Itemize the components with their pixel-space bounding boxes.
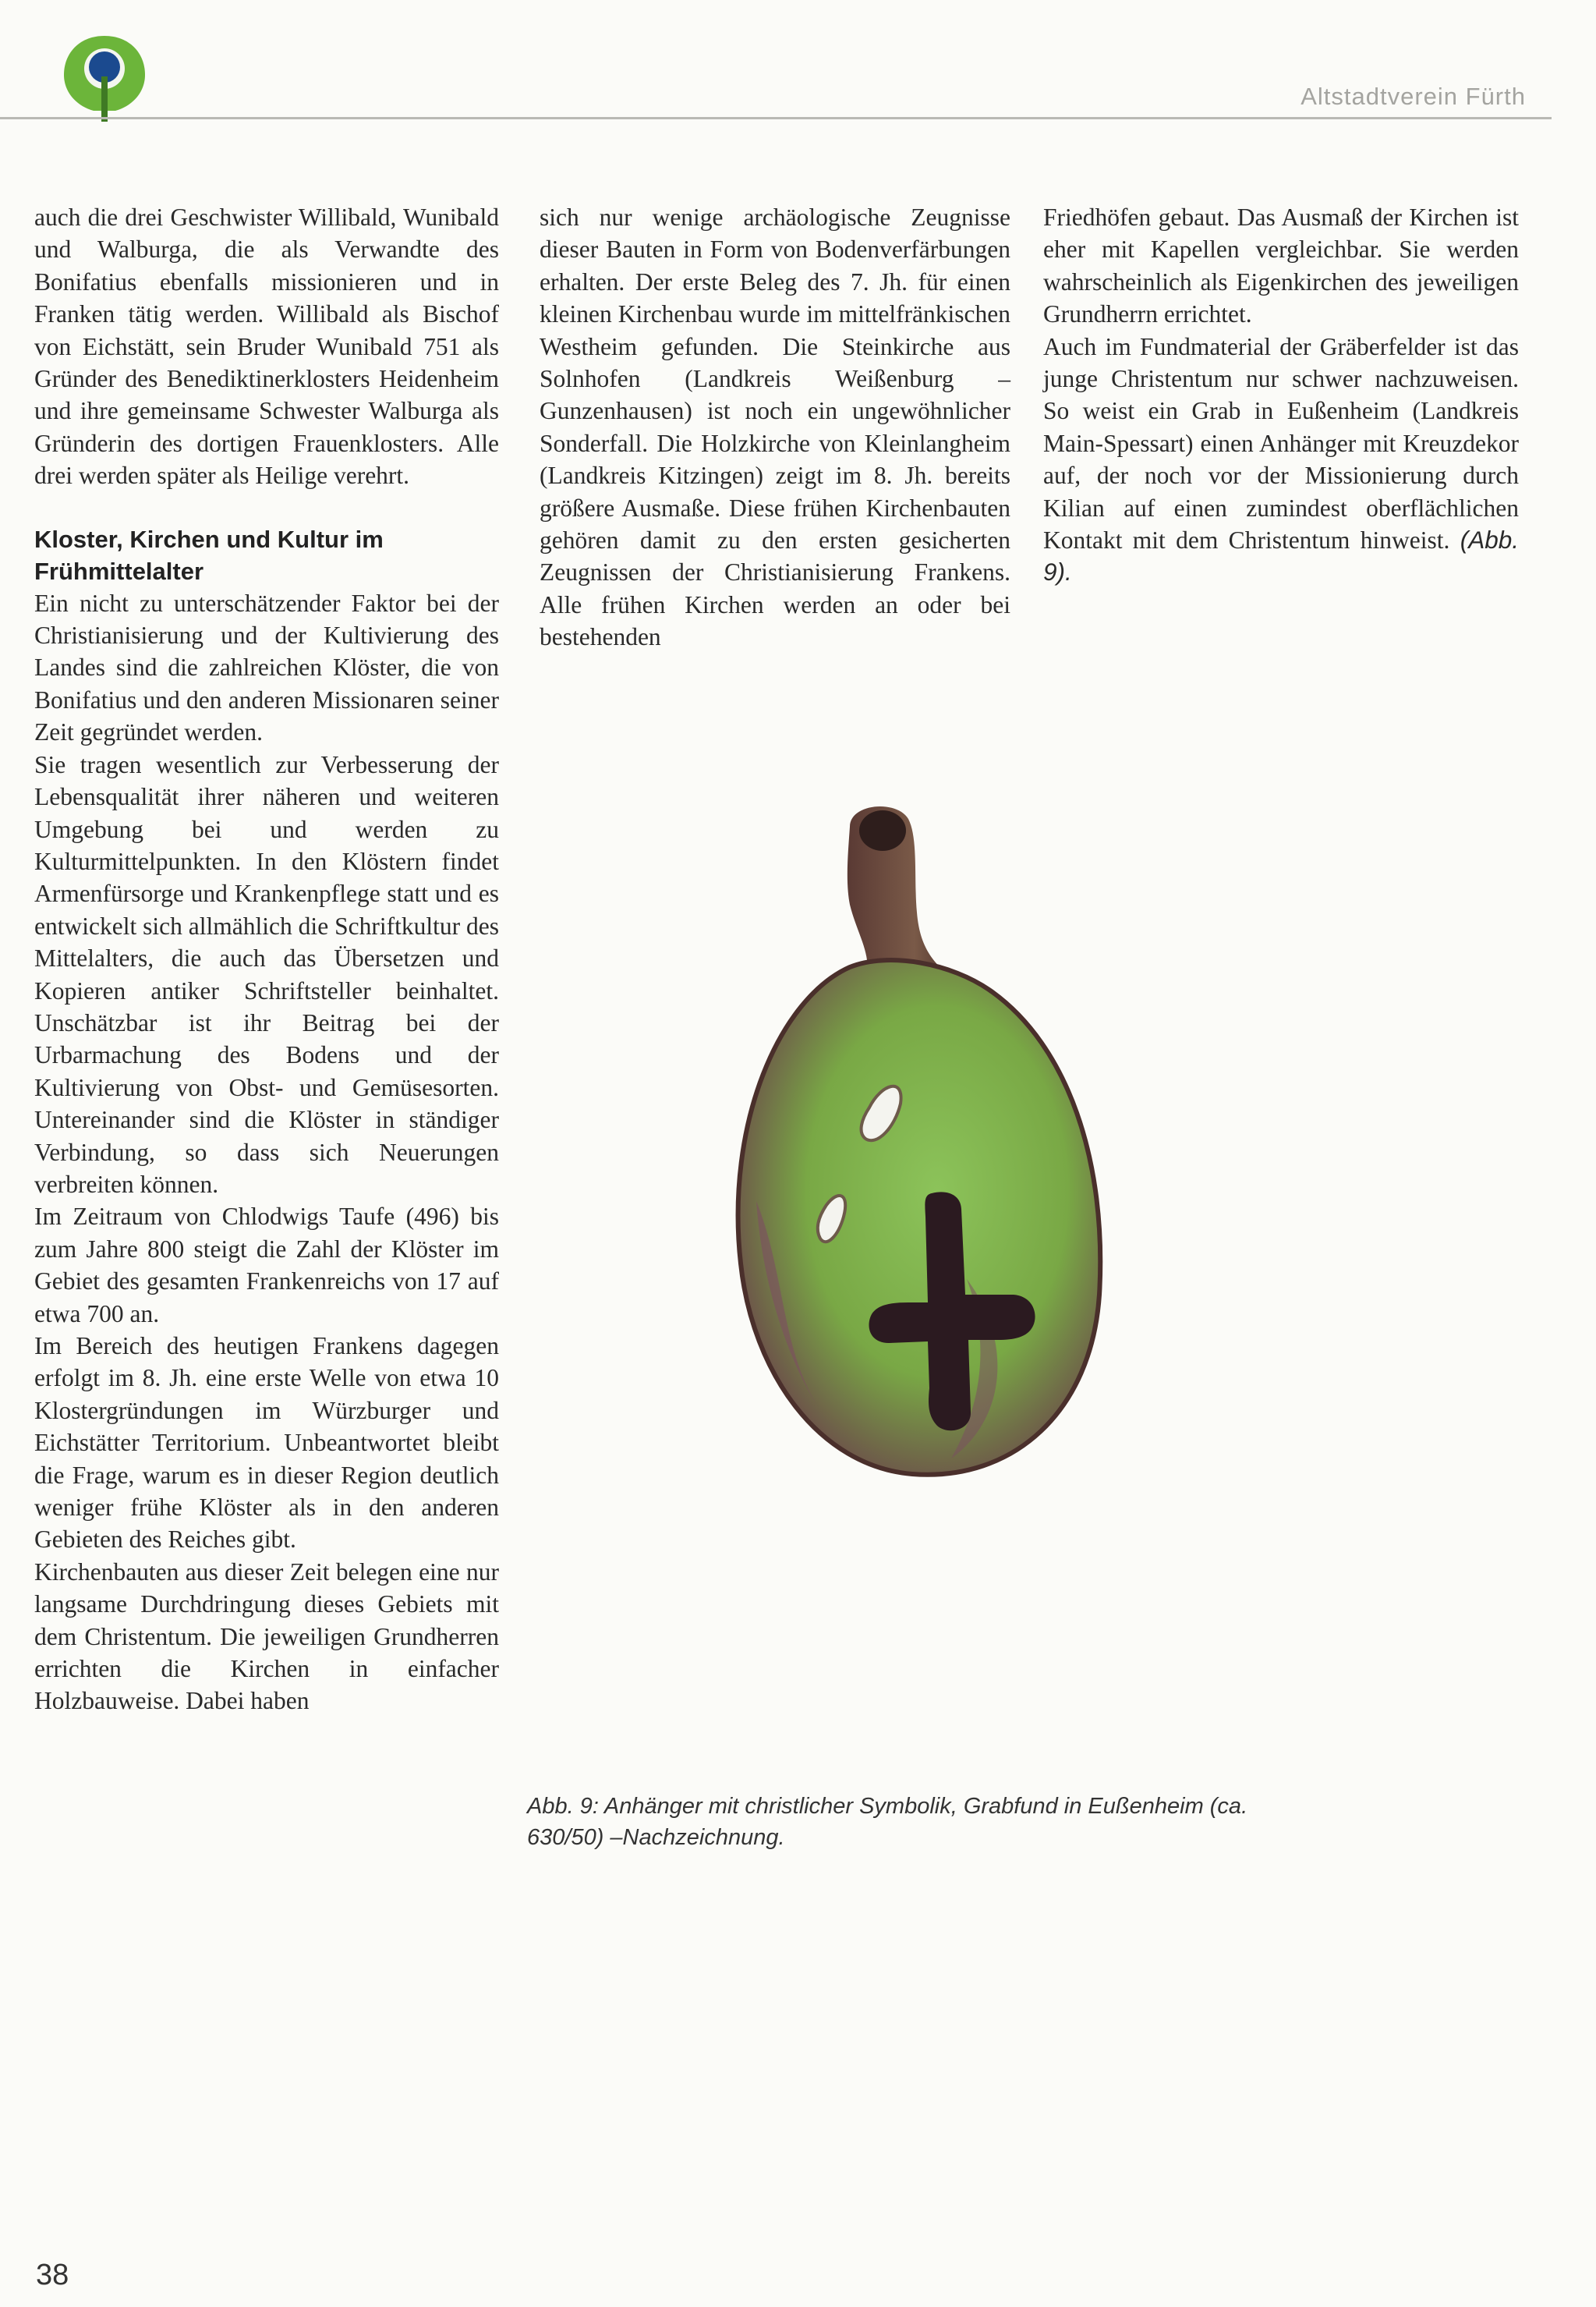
paragraph xyxy=(1043,331,1519,589)
pendant-cross-illustration xyxy=(733,796,1123,1497)
paragraph: Friedhöfen gebaut. Das Ausmaß der Kirchen ist eher mit Kapellen vergleichbar. Sie werden wahrscheinlich als Eigenkirchen des jeweiligen Grundherrn errichtet. xyxy=(1043,204,1519,328)
text-column-3 xyxy=(1043,201,1519,589)
paragraph: Sie tragen wesentlich zur Verbesserung der Lebensqualität ihrer näheren und weiteren Umgebung bei und werden zu Kulturmittelpunkten. In den Klöstern findet Armenfürsorge und Krankenpflege statt und es entwickelt sich allmählich die Schriftkultur des Mittelalters, die auch das Übersetzen und Kopieren antiker Schriftsteller beinhaltet. Unschätzbar ist ihr Beitrag bei der Urbarmachung des Bodens und der Kultivierung von Obst- und Gemüsesorten. Untereinander sind die Klöster in ständiger Verbindung, so dass sich Neuerungen verbreiten können. xyxy=(34,750,499,1198)
text-column-1 xyxy=(34,201,499,1717)
paragraph: Kirchenbauten aus dieser Zeit belegen eine nur langsame Durchdringung dieses Gebiets mit dem Christentum. Die jeweiligen Grundherren errichten die Kirchen in einfacher Holzbauweise. Dabei haben xyxy=(34,1557,499,1715)
paragraph: auch die drei Geschwister Willibald, Wunibald und Walburga, die als Verwandte des Bonifatius ebenfalls missionieren und in Franken tätig werden. Willibald als Bischof von Eichstätt, sein Bruder Wunibald 751 als Gründer des Benediktinerklosters Heidenheim und ihre gemeinsame Schwester Walburga als Gründerin des dortigen Frauenklosters. Alle drei werden später als Heilige verehrt. xyxy=(34,204,499,490)
figure-caption: Abb. 9: Anhänger mit christlicher Symbolik, Grabfund in Eußenheim (ca. 630/50) –Nachzeichnung. xyxy=(527,1794,1248,1850)
page-number: 38 xyxy=(36,2259,69,2291)
spacer xyxy=(34,492,499,523)
paragraph: Ein nicht zu unterschätzender Faktor bei der Christianisierung und der Kultivierung des Landes sind die zahlreichen Klöster, die von Bonifatius und den anderen Missionaren seiner Zeit gegründet werden. xyxy=(34,589,499,746)
paragraph-text: Auch im Fundmaterial der Gräberfelder ist das junge Christentum nur schwer nachzuweisen. So weist ein Grab in Eußenheim (Landkreis Main-Spessart) einen Anhänger mit Kreuzdekor auf, der noch vor der Missionierung durch Kilian auf einen zumindest oberflächlichen Kontakt mit dem Christentum hinweist. xyxy=(1043,332,1519,555)
text-column-2 xyxy=(540,201,1010,654)
tree-logo-icon xyxy=(58,30,151,123)
header-org: Altstadtverein Fürth xyxy=(1301,83,1526,110)
figure-reference: (Abb. 9). xyxy=(1043,526,1519,586)
section-heading: Kloster, Kirchen und Kultur im Frühmittelalter xyxy=(34,525,384,585)
paragraph: Im Bereich des heutigen Frankens dagegen erfolgt im 8. Jh. eine erste Welle von etwa 10 Klostergründungen im Würzburger und Eichstätter Territorium. Unbeantwortet bleibt die Frage, warum es in dieser Region deutlich weniger frühe Klöster als in den anderen Gebieten des Reiches gibt. xyxy=(34,1332,499,1554)
paragraph: sich nur wenige archäologische Zeugnisse dieser Bauten in Form von Bodenverfärbungen erhalten. Der erste Beleg des 7. Jh. für einen kleinen Kirchenbau wurde im mittelfränkischen Westheim gefunden. Die Steinkirche aus Solnhofen (Landkreis Weißenburg – Gunzenhausen) ist noch ein ungewöhnlicher Sonderfall. Die Holzkirche von Kleinlangheim (Landkreis Kitzingen) zeigt im 8. Jh. bereits größere Ausmaße. Diese frühen Kirchenbauten gehören damit zu den ersten gesicherten Zeugnissen der Christianisierung Frankens. Alle frühen Kirchen werden an oder bei bestehenden xyxy=(540,204,1010,651)
paragraph: Im Zeitraum von Chlodwigs Taufe (496) bis zum Jahre 800 steigt die Zahl der Klöster im Gebiet des gesamten Frankenreichs von 17 auf etwa 700 an. xyxy=(34,1203,499,1327)
header-rule xyxy=(0,117,1552,119)
